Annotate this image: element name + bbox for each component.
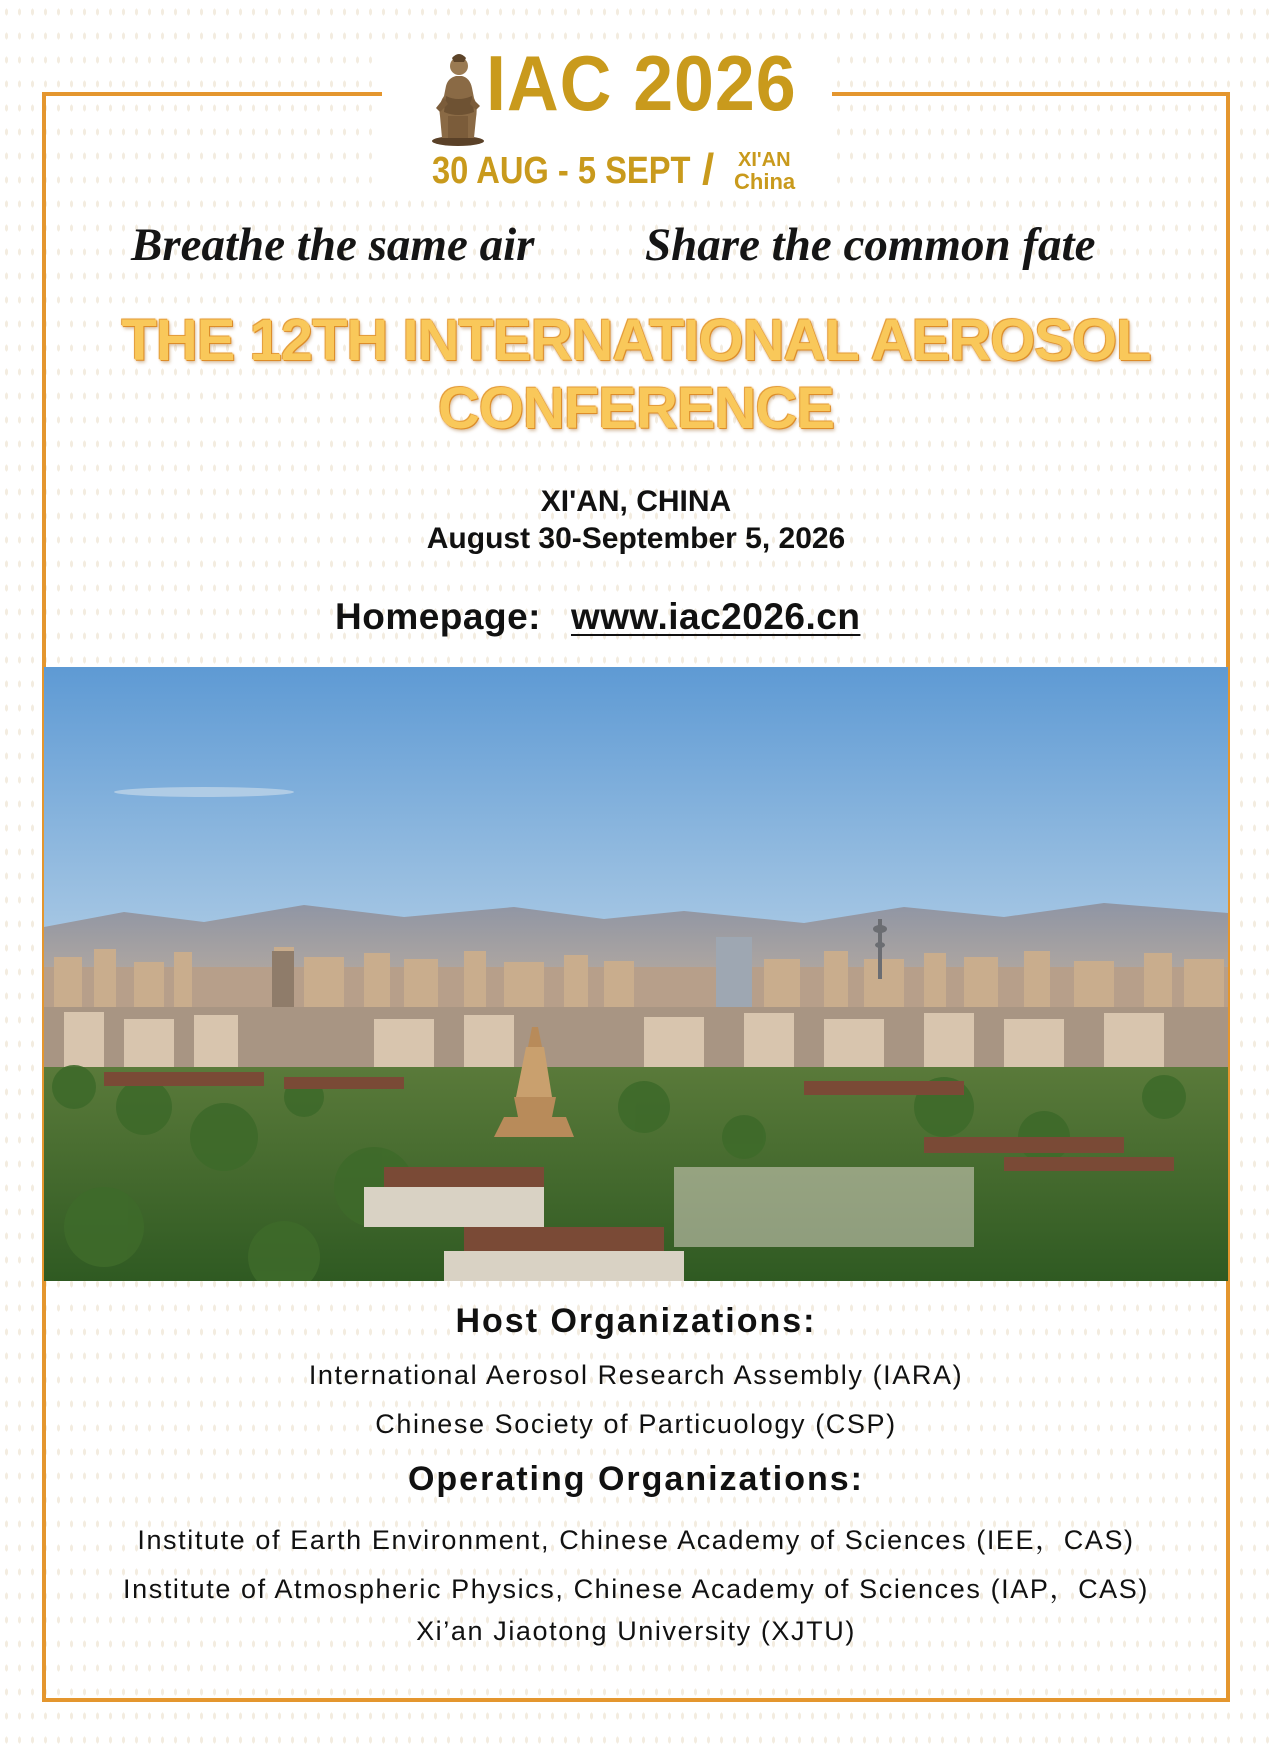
operating-organization-item: Institute of Earth Environment, Chinese Academy of Sciences (IEE，CAS): [137, 1525, 1135, 1555]
logo-dates: 30 AUG - 5 SEPT: [432, 150, 691, 192]
terracotta-warrior-icon: [428, 46, 486, 146]
host-organization-item: Chinese Society of Particuology (CSP): [375, 1409, 897, 1439]
conference-location: XI'AN, CHINA: [540, 485, 732, 518]
city-skyline-photo: [44, 667, 1228, 1281]
logo-city: XI'AN: [738, 149, 791, 171]
conference-title-line2: CONFERENCE: [437, 376, 835, 441]
slogan-left: Breathe the same air: [131, 219, 535, 271]
slogan-right: Share the common fate: [645, 219, 1096, 271]
host-organizations-heading: Host Organizations:: [455, 1302, 817, 1340]
operating-organization-item: Xi’an Jiaotong University (XJTU): [416, 1616, 856, 1646]
conference-dates: August 30-September 5, 2026: [426, 522, 846, 555]
logo-separator: /: [702, 145, 715, 194]
operating-organization-item: Institute of Atmospheric Physics, Chinese Academy of Sciences (IAP，CAS): [123, 1574, 1149, 1604]
logo-title: IAC 2026: [486, 39, 797, 127]
conference-title-line1: THE 12TH INTERNATIONAL AEROSOL: [121, 308, 1151, 373]
homepage-line: [335, 596, 860, 638]
homepage-label: Homepage:: [335, 596, 541, 637]
skyline-illustration: [44, 667, 1228, 1281]
homepage-link[interactable]: www.iac2026.cn: [570, 596, 861, 637]
operating-organizations-heading: Operating Organizations:: [407, 1460, 865, 1498]
logo-country: China: [734, 169, 796, 194]
host-organization-item: International Aerosol Research Assembly (IARA): [308, 1360, 964, 1390]
